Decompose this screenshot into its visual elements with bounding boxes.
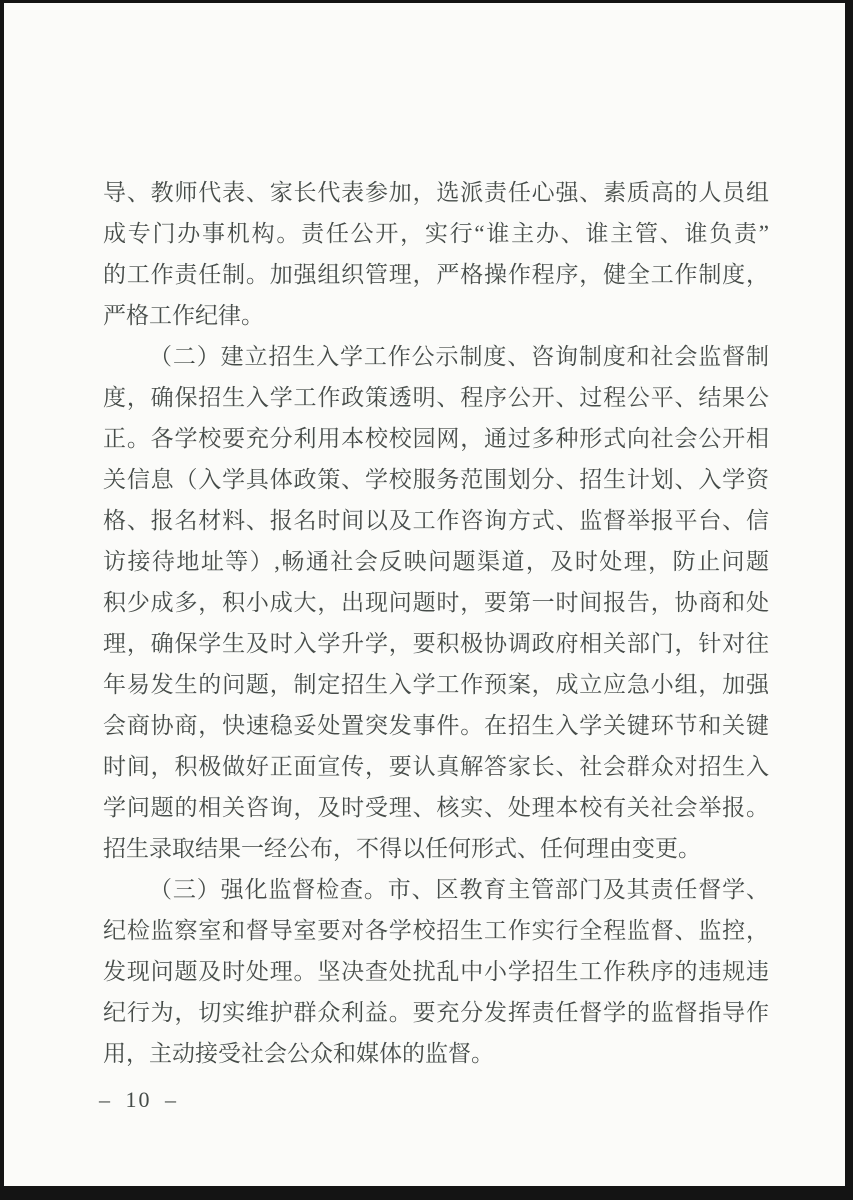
text-line: （三）强化监督检查。市、区教育主管部门及其责任督学、 <box>149 877 769 902</box>
paragraph <box>103 336 769 869</box>
text-line: 严格工作纪律。 <box>103 303 264 328</box>
document-text <box>103 172 769 1074</box>
scan-edge-right <box>845 0 853 1200</box>
text-line: 发现问题及时处理。坚决查处扰乱中小学招生工作秩序的违规违 <box>103 959 769 984</box>
text-line: 年易发生的问题，制定招生入学工作预案，成立应急小组，加强 <box>103 672 769 697</box>
text-line: 招生录取结果一经公布，不得以任何形式、任何理由变更。 <box>103 836 701 861</box>
scan-edge-top <box>0 0 853 3</box>
text-line: 正。各学校要充分利用本校校园网，通过多种形式向社会公开相 <box>103 426 769 451</box>
scan-edge-bottom <box>0 1186 853 1200</box>
text-line: 纪行为，切实维护群众利益。要充分发挥责任督学的监督指导作 <box>103 1000 769 1025</box>
text-line: 关信息（入学具体政策、学校服务范围划分、招生计划、入学资 <box>103 467 769 492</box>
text-line: （二）建立招生入学工作公示制度、咨询制度和社会监督制 <box>149 344 769 369</box>
text-line: 积少成多，积小成大，出现问题时，要第一时间报告，协商和处 <box>103 590 769 615</box>
text-line: 时间，积极做好正面宣传，要认真解答家长、社会群众对招生入 <box>103 754 769 779</box>
text-line: 格、报名材料、报名时间以及工作咨询方式、监督举报平台、信 <box>103 508 769 533</box>
scan-edge-left <box>0 0 4 1200</box>
text-line: 成专门办事机构。责任公开，实行“谁主办、谁主管、谁负责” <box>103 221 769 246</box>
text-line: 访接待地址等）,畅通社会反映问题渠道，及时处理，防止问题 <box>103 549 769 574</box>
text-line: 纪检监察室和督导室要对各学校招生工作实行全程监督、监控， <box>103 918 769 943</box>
text-line: 的工作责任制。加强组织管理，严格操作程序，健全工作制度， <box>103 262 769 287</box>
page-number: – 10 – <box>99 1087 178 1112</box>
text-line: 学问题的相关咨询，及时受理、核实、处理本校有关社会举报。 <box>103 795 769 820</box>
text-line: 用，主动接受社会公众和媒体的监督。 <box>103 1041 494 1066</box>
paragraph <box>103 172 769 336</box>
text-line: 导、教师代表、家长代表参加，选派责任心强、素质高的人员组 <box>103 180 769 205</box>
paragraph <box>103 869 769 1074</box>
text-line: 理，确保学生及时入学升学，要积极协调政府相关部门，针对往 <box>103 631 769 656</box>
text-line: 会商协商，快速稳妥处置突发事件。在招生入学关键环节和关键 <box>103 713 769 738</box>
text-line: 度，确保招生入学工作政策透明、程序公开、过程公平、结果公 <box>103 385 769 410</box>
